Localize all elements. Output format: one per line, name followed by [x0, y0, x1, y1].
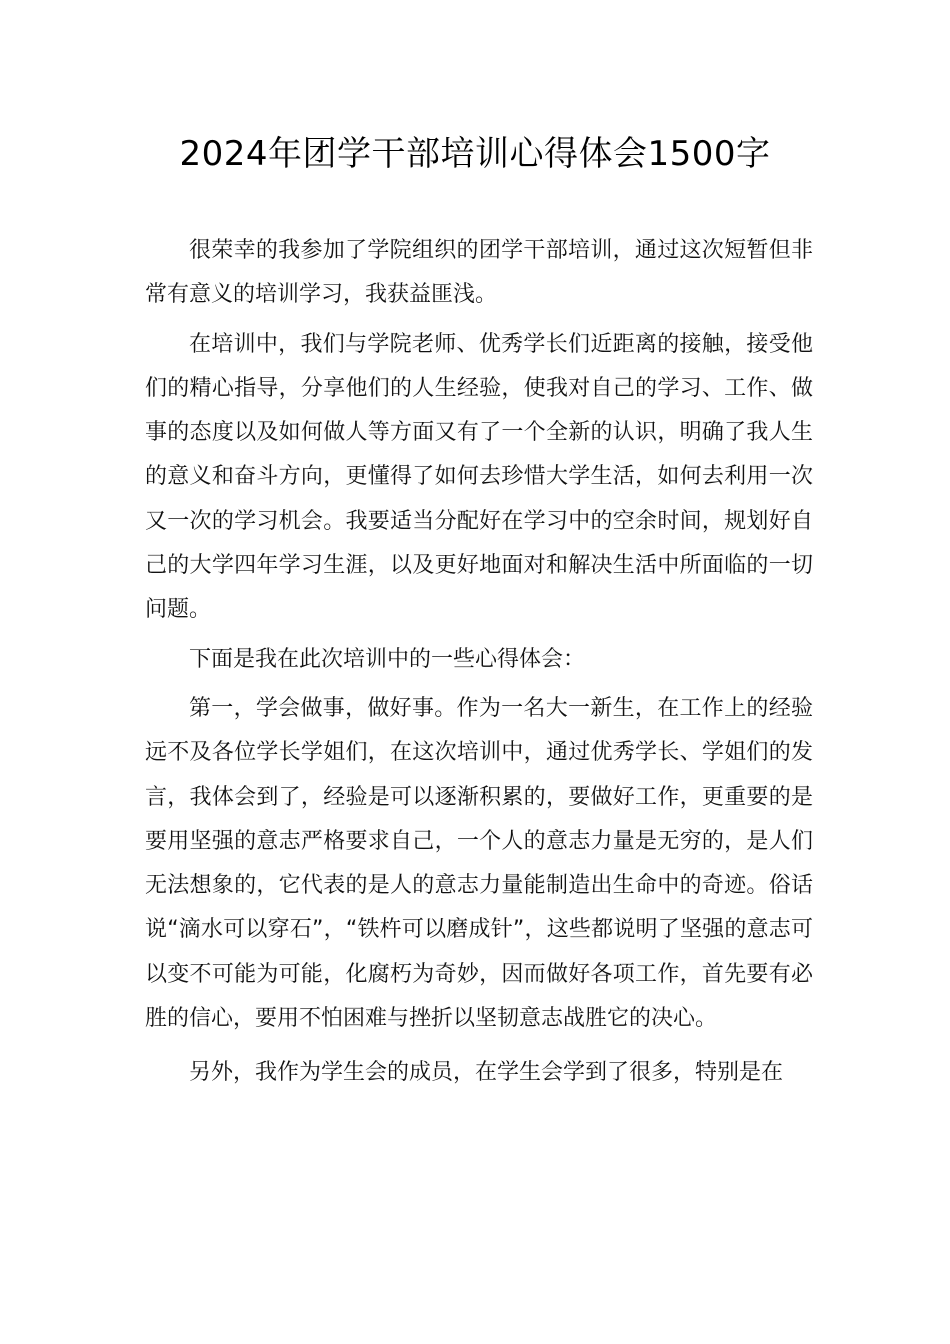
- paragraph-lead-in: 下面是我在此次培训中的一些心得体会：: [189, 646, 586, 672]
- paragraph-first-point: 第一，学会做事，做好事。作为一名大一新生，在工作上的经验远不及各位学长学姐们，在这次培训中，通过优秀学长、学姐们的发言，我体会到了，经验是可以逐渐积累的，要做好工作，更重要的是要用坚强的意志严格要求自己，一个人的意志力量是无穷的，是人们无法想象的，它代表的是人的意志力量能制造出生命中的奇迹。俗话说“滴水可以穿石”，“铁杵可以磨成针”，这些都说明了坚强的意志可以变不可能为可能，化腐朽为奇妙，因而做好各项工作，首先要有必胜的信心，要用不怕困难与挫折以坚韧意志战胜它的决心。: [145, 695, 813, 1032]
- document-body: [145, 229, 813, 1101]
- paragraph-intro: 很荣幸的我参加了学院组织的团学干部培训，通过这次短暂但非常有意义的培训学习，我获益匪浅。: [145, 238, 813, 308]
- paragraph-training: 在培训中，我们与学院老师、优秀学长们近距离的接触，接受他们的精心指导，分享他们的人生经验，使我对自己的学习、工作、做事的态度以及如何做人等方面又有了一个全新的认识，明确了我人生的意义和奋斗方向，更懂得了如何去珍惜大学生活，如何去利用一次又一次的学习机会。我要适当分配好在学习中的空余时间，规划好自己的大学四年学习生涯，以及更好地面对和解决生活中所面临的一切问题。: [145, 331, 813, 623]
- document-title: 2024年团学干部培训心得体会1500字: [179, 134, 771, 174]
- paragraph-additionally: 另外，我作为学生会的成员，在学生会学到了很多，特别是在: [189, 1060, 784, 1086]
